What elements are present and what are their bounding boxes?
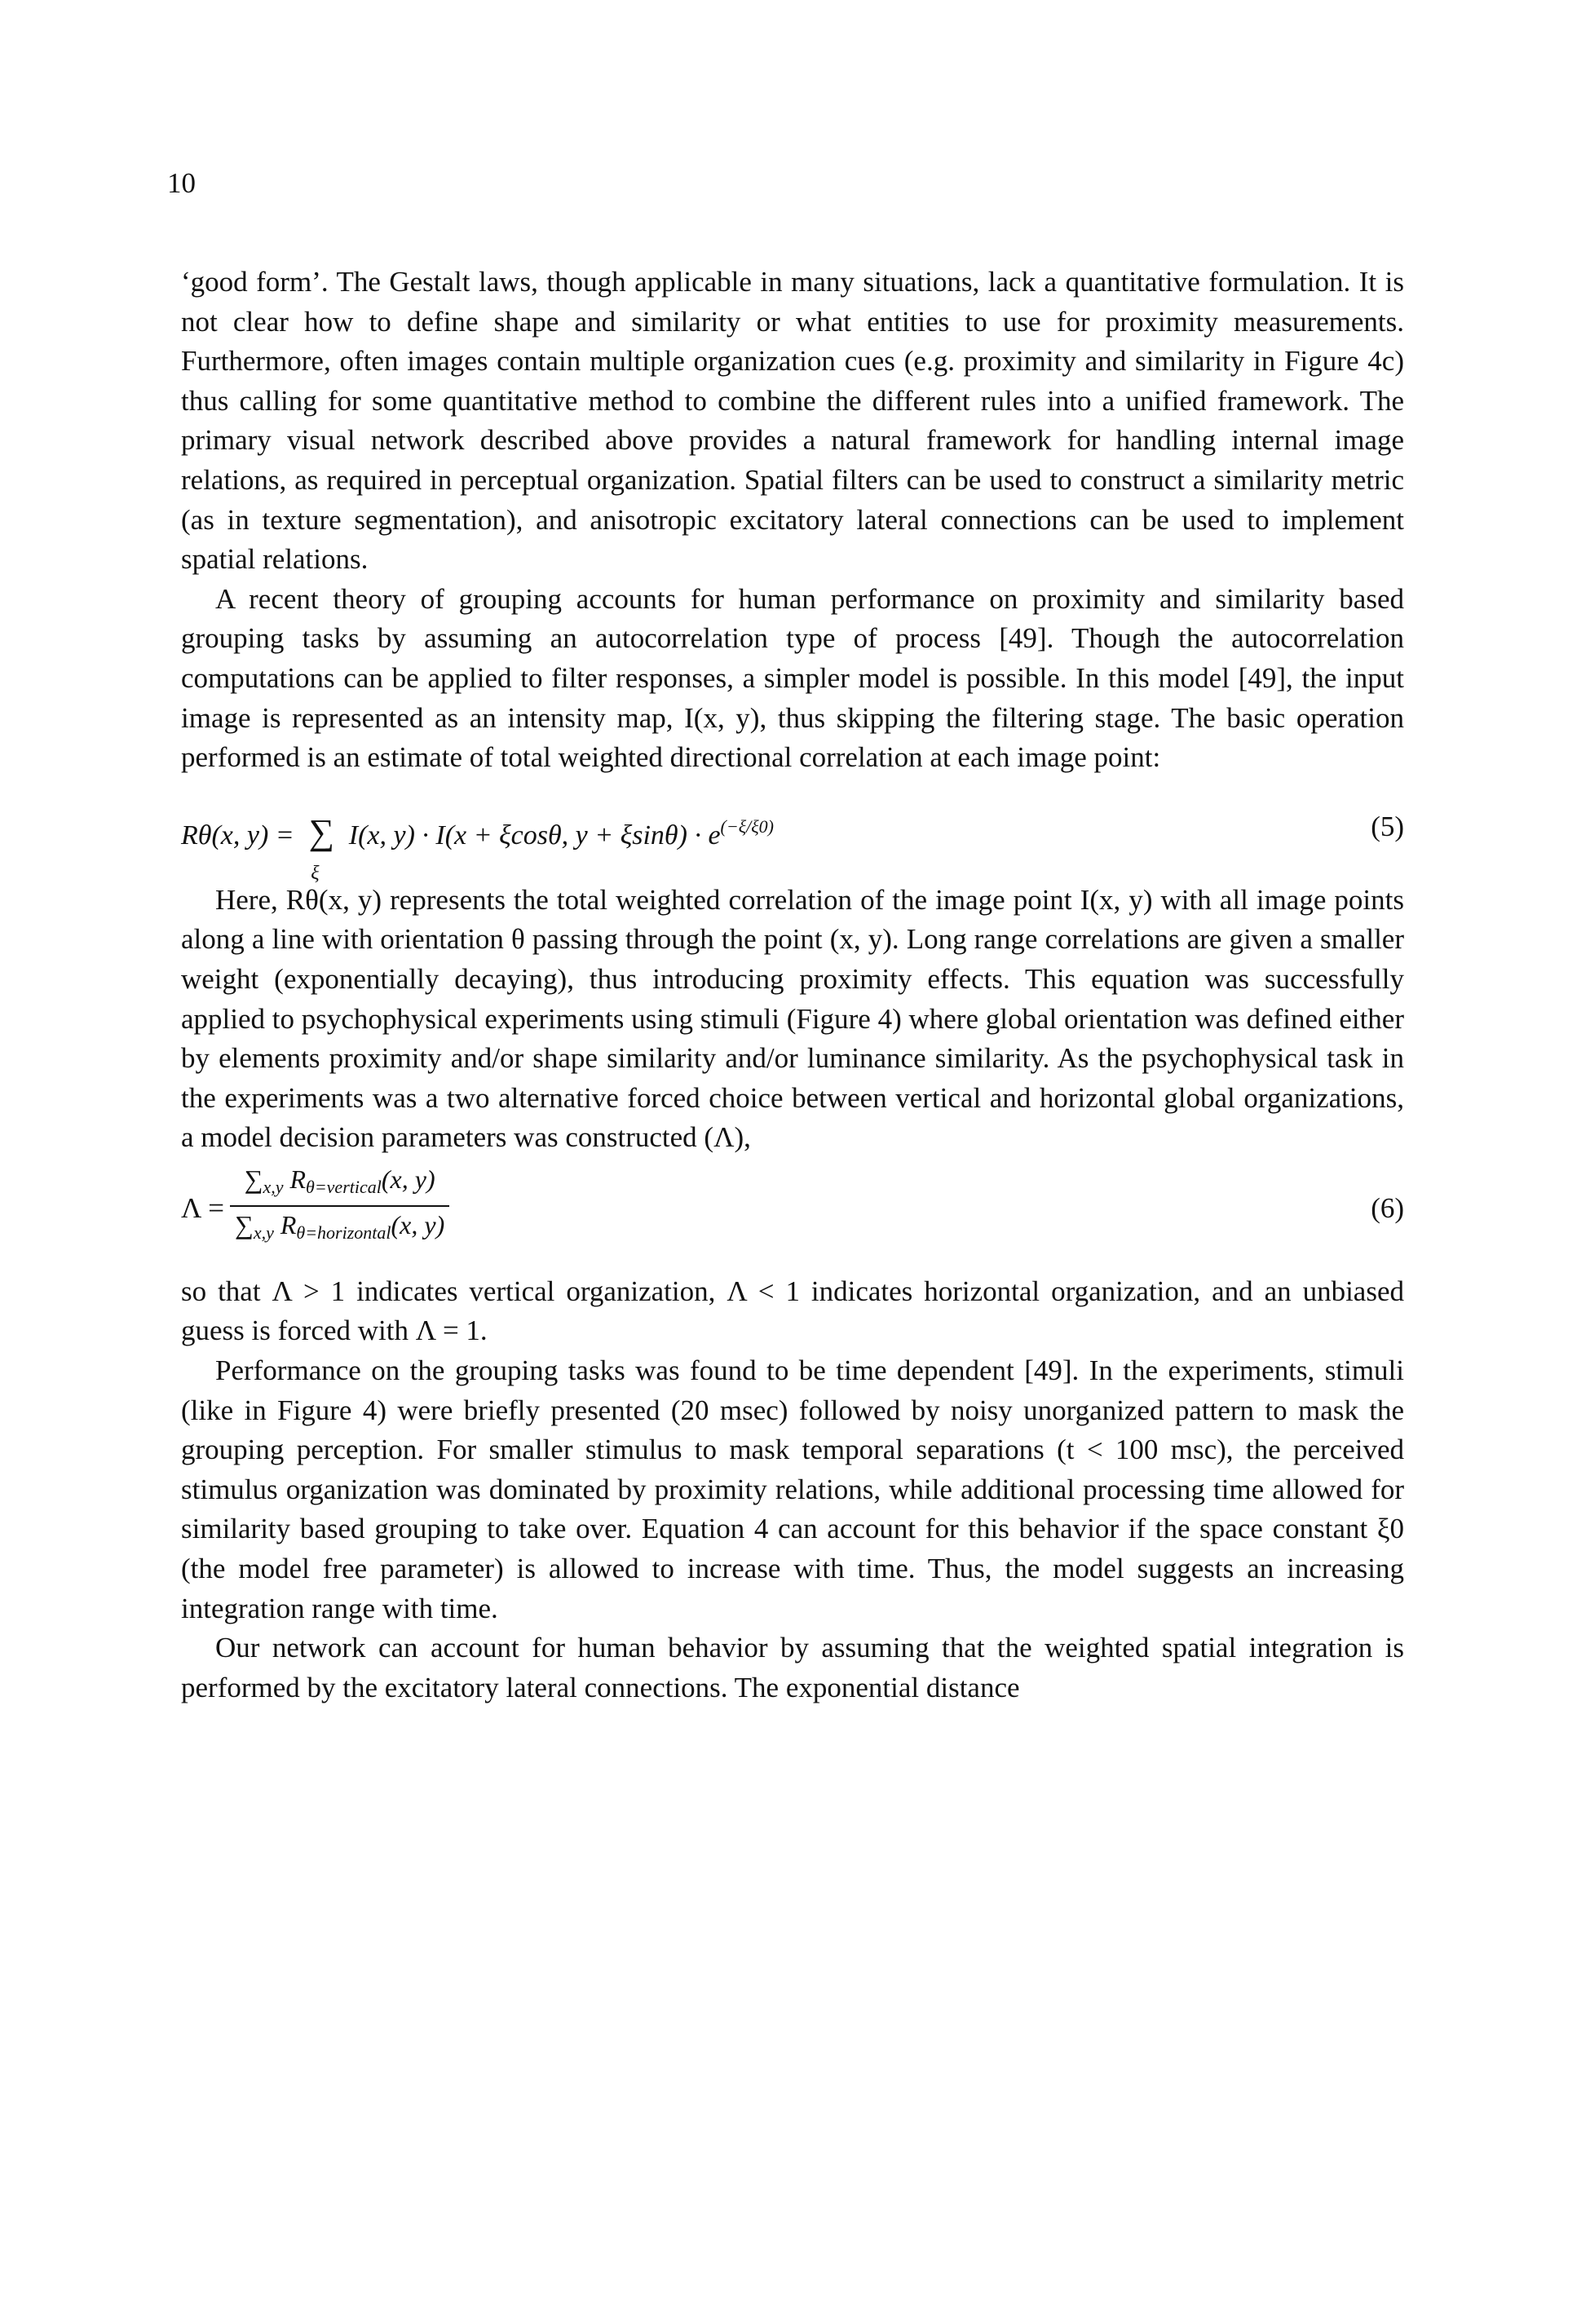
equation-5-sum [301,811,342,884]
denominator-args: (x, y) [391,1209,445,1239]
equation-6-denominator [230,1205,449,1251]
equation-5-exponent: (−ξ/ξ0) [720,815,774,837]
paragraph-3: Here, Rθ(x, y) represents the total weighted correlation of the image point I(x, y) with all image points along a line with orientation θ passing through the point (x, y). Long range correlations are given a smaller weight (exponentially decaying), thus introducing proximity effects. This equation was successfully applied to psychophysical experiments using stimuli (Figure 4) where global orientation was defined either by elements proximity and/or shape similarity and/or luminance similarity. As the psychophysical task in the experiments was a two alternative forced choice between vertical and horizontal global organizations, a model decision parameters was constructed (Λ), [181,883,1404,1154]
denominator-R: R [280,1209,297,1239]
equation-5-body [181,807,774,884]
page-number: 10 [167,167,196,199]
equation-5-rhs: I(x, y) · I(x + ξcosθ, y + ξsinθ) · e [348,820,721,851]
equation-5 [181,784,1404,884]
paragraph-6: Our network can account for human behavior by assuming that the weighted spatial integration is performed by the excitatory lateral connections. The exponential distance [181,1632,1404,1703]
numerator-sum-index: x,y [263,1176,284,1197]
equation-6 [181,1161,1404,1257]
equation-6-lhs: Λ = [181,1191,224,1224]
equation-6-fraction [230,1161,449,1251]
paragraph-2: A recent theory of grouping accounts for human performance on proximity and similarity based grouping tasks by assuming an autocorrelation type of process [49]. Though the autocorrelation computations can be applied to filter responses, a simpler model is possible. In this model [49], the input image is represented as an intensity map, I(x, y), thus skipping the filtering stage. The basic operation performed is an estimate of total weighted directional correlation at each image point: [181,582,1404,774]
equation-6-numerator [230,1161,449,1205]
sum-index: ξ [311,862,320,884]
equation-6-number: (6) [1371,1191,1404,1224]
body-text [181,263,1404,1708]
paragraph-1: ‘good form’. The Gestalt laws, though applicable in many situations, lack a quantitative formulation. It is not clear how to define shape and similarity or what entities to use for proximity measurements. Furthermore, often images contain multiple organization cues (e.g. proximity and similarity in Figure 4c) thus calling for some quantitative method to combine the different rules into a unified framework. The primary visual network described above provides a natural framework for handling internal image relations, as required in perceptual organization. Spatial filters can be used to construct a similarity metric (as in texture segmentation), and anisotropic excitatory lateral connections can be used to implement spatial relations. [181,266,1404,576]
denominator-sum-index: x,y [253,1222,274,1243]
paragraph-4: so that Λ > 1 indicates vertical organization, Λ < 1 indicates horizontal organization, and an unbiased guess is forced with Λ = 1. [181,1275,1404,1347]
numerator-R-sub: θ=vertical [306,1176,382,1197]
equation-5-lhs: Rθ(x, y) = [181,820,294,851]
sum-symbol: ∑ [308,811,334,852]
denominator-R-sub: θ=horizontal [296,1222,391,1243]
numerator-args: (x, y) [381,1164,435,1194]
equation-5-number: (5) [1371,810,1404,842]
numerator-sum-symbol: ∑ [244,1164,263,1194]
paragraph-5: Performance on the grouping tasks was found to be time dependent [49]. In the experiments, stimuli (like in Figure 4) were briefly presented (20 msec) followed by noisy unorganized pattern to mask the grouping perception. For smaller stimulus to mask temporal separations (t < 100 msc), the perceived stimulus organization was dominated by proximity relations, while additional processing time allowed for similarity based grouping to take over. Equation 4 can account for this behavior if the space constant ξ0 (the model free parameter) is allowed to increase with time. Thus, the model suggests an increasing integration range with time. [181,1354,1404,1624]
numerator-R: R [289,1164,307,1194]
denominator-sum-symbol: ∑ [235,1209,254,1239]
